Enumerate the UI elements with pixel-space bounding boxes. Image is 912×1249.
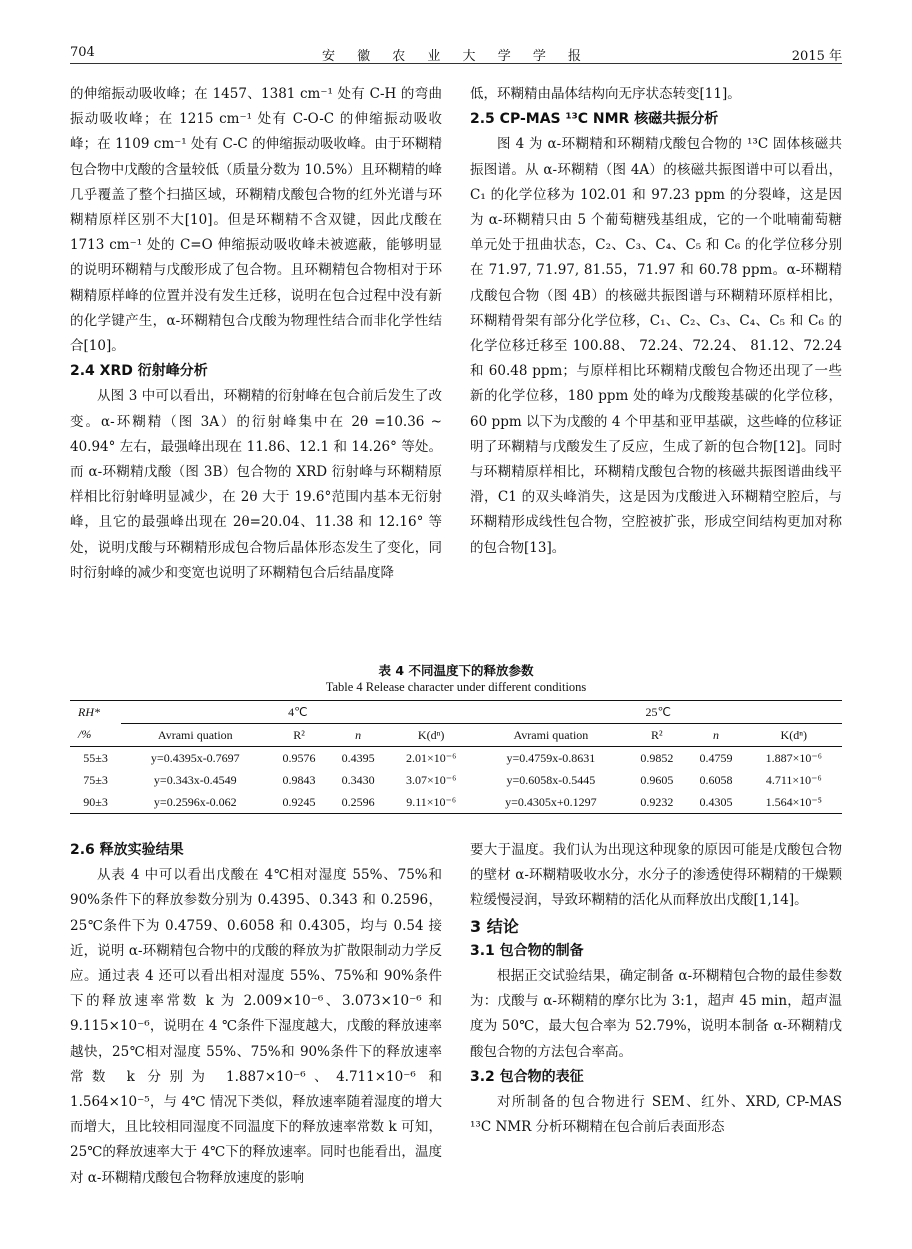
journal-title: 安 徽 农 业 大 学 学 报 bbox=[322, 49, 590, 64]
cell-avrami-25: y=0.6058x-0.5445 bbox=[506, 772, 596, 787]
right-column-top bbox=[470, 82, 842, 561]
cell-rh: 90±3 bbox=[70, 791, 121, 814]
right-column-bottom bbox=[470, 838, 842, 1140]
table-row bbox=[70, 769, 842, 791]
table-caption-en: Table 4 Release character under different conditions bbox=[325, 680, 587, 694]
cell-n-4: 0.2596 bbox=[329, 791, 388, 814]
section-2-6-title: 2.6 释放实验结果 bbox=[70, 842, 184, 858]
cell-r2-4: 0.9576 bbox=[282, 750, 316, 765]
col-r2-4: R² bbox=[269, 724, 328, 747]
cell-n-4: 0.3430 bbox=[341, 772, 375, 787]
paragraph-characterization: 对所制备的包合物进行 SEM、红外、XRD, CP-MAS ¹³C NMR 分析环糊精在包合前后表面形态 bbox=[470, 1094, 842, 1136]
col-r2-25: R² bbox=[627, 724, 686, 747]
col-avrami-4: Avrami quation bbox=[121, 724, 269, 747]
cell-r2-25: 0.9232 bbox=[627, 791, 686, 814]
cell-n-25: 0.4305 bbox=[686, 791, 745, 814]
paragraph-ir: 的伸缩振动吸收峰；在 1457、1381 cm⁻¹ 处有 C-H 的弯曲振动吸收峰；在 1215 cm⁻¹ 处有 C-O-C 的伸缩振动吸收峰；在 1109 cm⁻¹ 处有 C-C 的伸缩振动吸收峰。由于环糊精包合物中戊酸的含量较低（质量分数为 10.5%）且环糊精的峰几乎覆盖了整个扫描区域，环糊精戊酸包合物的红外光谱与环糊精原样区别不大[10]。但是环糊精不含双键，因此戊酸在 1713 cm⁻¹ 处的 C=O 伸缩振动吸收峰未被遮蔽，能够明显的说明环糊精与戊酸形成了包合物。且环糊精包合物相对于环糊精原样峰的位置并没有发生迁移，说明在包合过程中没有新的化学键产生，α-环糊精包合戊酸为物理性结合而非化学性结合[10]。 bbox=[70, 86, 442, 355]
cell-avrami-25: y=0.4759x-0.8631 bbox=[506, 750, 596, 765]
section-3-2-title: 3.2 包合物的表征 bbox=[470, 1068, 584, 1085]
paragraph-nmr: 图 4 为 α-环糊精和环糊精戊酸包合物的 ¹³C 固体核磁共振图谱。从 α-环糊精（图 4A）的核磁共振图谱中可以看出，C₁ 的化学位移为 102.01 和 97.23 ppm 的分裂峰，这是因为 α-环糊精只由 5 个葡萄糖残基组成，它的一个吡喃葡萄糖单元处于扭曲状态，C₂、C₃、C₄、C₅ 和 C₆ 的化学位移分别在 71.97, 71.97, 81.55，71.97 和 60.78 ppm。α-环糊精戊酸包合物（图 4B）的核磁共振图谱与环糊精环原样相比，环糊精骨架有部分化学位移，C₁、C₂、C₃、C₄、C₅ 和 C₆ 的化学位移迁移至 100.88、 72.24、72.24、 81.12、72.24 和 60.48 ppm；与原样相比环糊精戊酸包合物还出现了一些新的化学位移，180 ppm 处的峰为戊酸羧基碳的化学位移，60 ppm 以下为戊酸的 4 个甲基和亚甲基碳，这些峰的位移证明了环糊精与戊酸发生了反应，生成了新的包合物[12]。同时与环糊精原样相比，环糊精戊酸包合物的核磁共振图谱曲线平滑，C1 的双头峰消失，这是因为戊酸进入环糊精空腔后，与环糊精形成线性包合物，空腔被扩张，形成空间结构更加对称的包合物[13]。 bbox=[470, 136, 842, 556]
cell-n-4: 0.4395 bbox=[341, 750, 375, 765]
rh-unit-header: /% bbox=[70, 724, 121, 747]
cell-n-25: 0.6058 bbox=[699, 772, 733, 787]
cell-k-25: 1.887×10⁻⁶ bbox=[765, 750, 822, 765]
cell-rh: 55±3 bbox=[83, 750, 108, 765]
left-column-bottom bbox=[70, 838, 442, 1191]
running-header bbox=[70, 41, 842, 64]
section-2-4-title: 2.4 XRD 衍射峰分析 bbox=[70, 363, 208, 380]
section-2-5-title: 2.5 CP-MAS ¹³C NMR 核磁共振分析 bbox=[470, 111, 719, 128]
section-3-1-title: 3.1 包合物的制备 bbox=[470, 942, 584, 959]
cell-k-4: 9.11×10⁻⁶ bbox=[388, 791, 475, 814]
table-caption-cn: 表 4 不同温度下的释放参数 bbox=[378, 663, 534, 678]
section-3-title: 3 结论 bbox=[470, 916, 519, 936]
col-k-4: K(dⁿ) bbox=[388, 724, 475, 747]
cell-n-25: 0.4759 bbox=[699, 750, 733, 765]
table-row bbox=[70, 791, 842, 814]
paragraph-release: 从表 4 中可以看出戊酸在 4℃相对湿度 55%、75%和 90%条件下的释放参数分别为 0.4395、0.343 和 0.2596，25℃条件下为 0.4759、0.6058 和 0.4305，均与 0.54 接近，说明 α-环糊精包合物中的戊酸的释放为扩散限制动力学反应。通过表 4 还可以看出相对湿度 55%、75%和 90%条件下的释放速率常数 k 为 2.009×10⁻⁶、3.073×10⁻⁶ 和 9.115×10⁻⁶，说明在 4 ℃条件下湿度越大，戊酸的释放速率越快，25℃相对湿度 55%、75%和 90%条件下的释放速率常数 k 分别为 1.887×10⁻⁶、4.711×10⁻⁶ 和 1.564×10⁻⁵，与 4℃ 情况下类似，释放速率随着湿度的增大而增大，且比较相同湿度不同温度下的释放速率常数 k 可知，25℃的释放速率大于 4℃下的释放速率。同时也能看出，温度对 α-环糊精戊酸包合物释放速度的影响 bbox=[70, 867, 442, 1186]
cell-avrami-4: y=0.343x-0.4549 bbox=[153, 772, 237, 787]
group-4c-header: 4℃ bbox=[121, 701, 474, 724]
cell-k-25: 4.711×10⁻⁶ bbox=[765, 772, 822, 787]
cell-r2-4: 0.9843 bbox=[282, 772, 316, 787]
cell-rh: 75±3 bbox=[83, 772, 108, 787]
cell-r2-25: 0.9852 bbox=[640, 750, 674, 765]
header-year: 2015 年 bbox=[791, 49, 842, 64]
paragraph-release-continued: 要大于温度。我们认为出现这种现象的原因可能是戊酸包合物的壁材 α-环糊精吸收水分，水分子的渗透使得环糊精的干燥颗粒缓慢浸润，导致环糊精的活化从而释放出戊酸[1,14]。 bbox=[470, 842, 842, 909]
group-25c-header: 25℃ bbox=[475, 701, 842, 724]
col-n-25: n bbox=[686, 724, 745, 747]
page-number: 704 bbox=[70, 45, 95, 60]
rh-header: RH* bbox=[70, 701, 121, 724]
table-row bbox=[70, 747, 842, 770]
paragraph-xrd: 从图 3 中可以看出，环糊精的衍射峰在包合前后发生了改变。α-环糊精（图 3A）的衍射峰集中在 2θ =10.36 ~ 40.94° 左右，最强峰出现在 11.86、12.1 和 14.26° 等处。而 α-环糊精戊酸（图 3B）包合物的 XRD 衍射峰与环糊精原样相比衍射峰明显减少，在 2θ 大于 19.6°范围内基本无衍射峰，且它的最强峰出现在 2θ=20.04、11.38 和 12.16° 等处，说明戊酸与环糊精形成包合物后晶体形态发生了变化，同时衍射峰的减少和变宽也说明了环糊精包合后结晶度降 bbox=[70, 388, 442, 581]
left-column-top bbox=[70, 82, 442, 586]
col-avrami-25: Avrami quation bbox=[475, 724, 628, 747]
release-parameters-table bbox=[70, 700, 842, 814]
paragraph-preparation: 根据正交试验结果，确定制备 α-环糊精包合物的最佳参数为：戊酸与 α-环糊精的摩尔比为 3:1，超声 45 min，超声温度为 50℃，最大包合率为 52.79%，说明本制备 α-环糊精戊酸包合物的方法包合率高。 bbox=[470, 968, 842, 1060]
cell-k-4: 3.07×10⁻⁶ bbox=[405, 772, 457, 787]
cell-avrami-25: y=0.4305x+0.1297 bbox=[475, 791, 628, 814]
paragraph-continued: 低，环糊精由晶体结构向无序状态转变[11]。 bbox=[470, 86, 741, 102]
cell-avrami-4: y=0.2596x-0.062 bbox=[121, 791, 269, 814]
cell-avrami-4: y=0.4395x-0.7697 bbox=[150, 750, 240, 765]
col-n-4: n bbox=[329, 724, 388, 747]
cell-k-4: 2.01×10⁻⁶ bbox=[405, 750, 457, 765]
cell-r2-25: 0.9605 bbox=[640, 772, 674, 787]
col-k-25: K(dⁿ) bbox=[746, 724, 842, 747]
cell-r2-4: 0.9245 bbox=[269, 791, 328, 814]
cell-k-25: 1.564×10⁻⁵ bbox=[746, 791, 842, 814]
